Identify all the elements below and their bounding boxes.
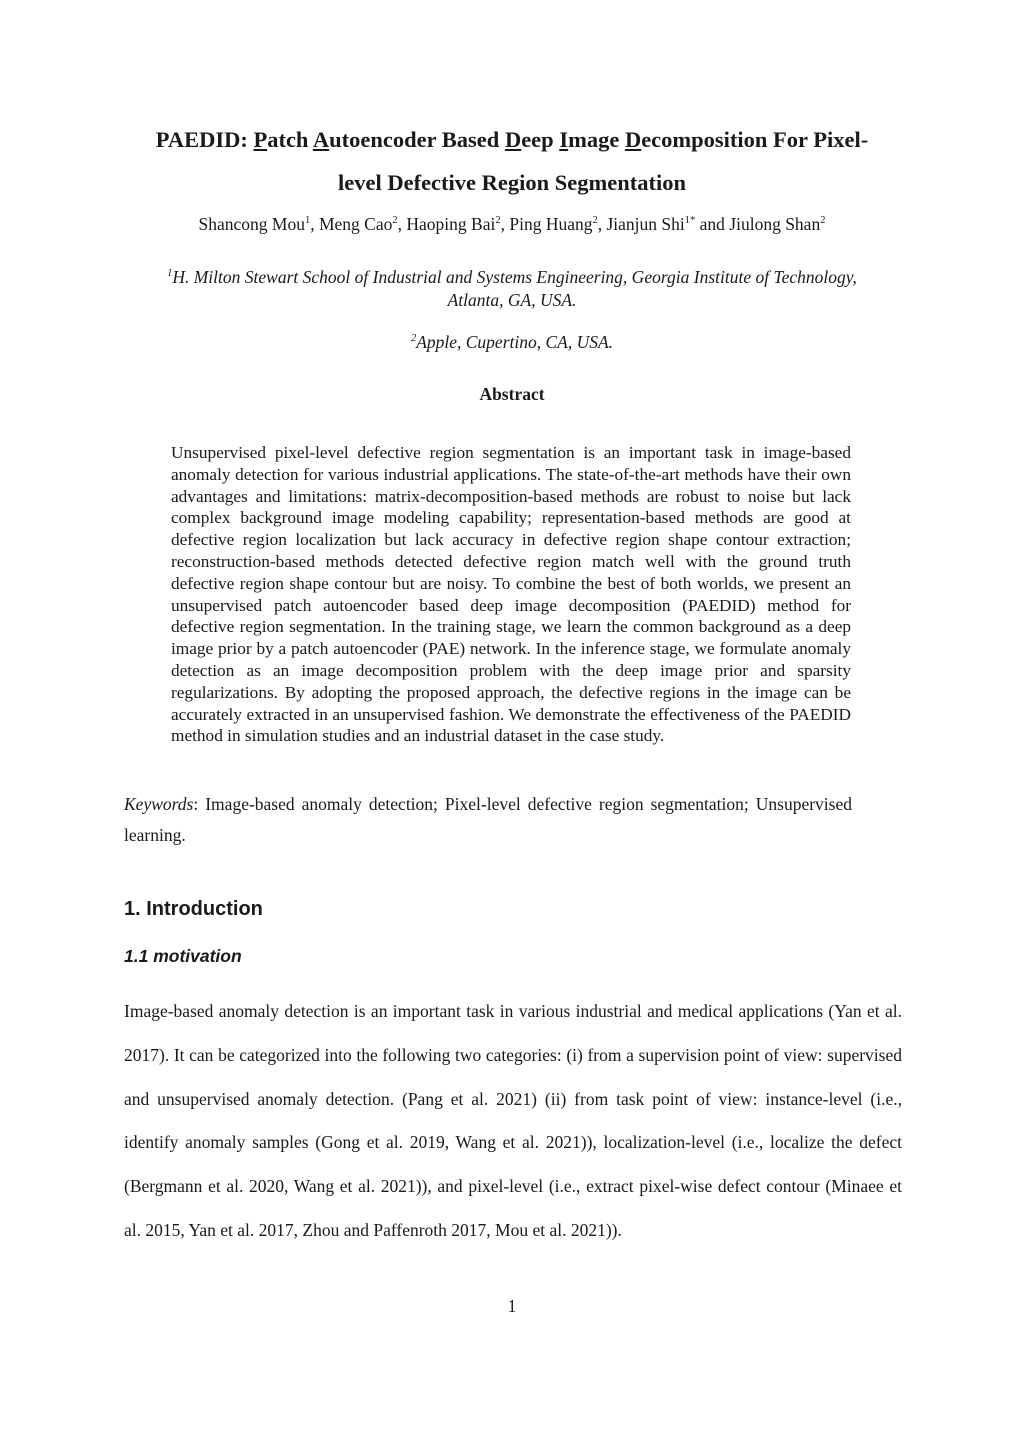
affiliation-mark: 1 bbox=[167, 268, 173, 279]
author-affiliation-mark: 1 bbox=[304, 215, 311, 226]
title-part: atch bbox=[267, 127, 313, 152]
abstract-heading: Abstract bbox=[479, 384, 545, 404]
title-acronym-letter: D bbox=[504, 127, 522, 152]
author-separator: , bbox=[597, 214, 607, 234]
author-affiliation-mark: 2 bbox=[392, 215, 398, 226]
abstract-text: Unsupervised pixel-level defective region segmentation is an important task in image-based anomaly detection for various industrial applications. The state-of-the-art methods have their own advantages and limitations: matrix-decomposition-based methods are robust to noise but lack complex background image modeling capability; representation-based methods are good at defective region localization but lack accuracy in defective region shape contour extraction; reconstruction-based methods detected defective region match well with the ground truth defective region shape contour but are noisy. To combine the best of both worlds, we present an unsupervised patch autoencoder based deep image decomposition (PAEDID) method for defective region segmentation. In the training stage, we learn the common background as a deep image prior by a patch autoencoder (PAE) network. In the inference stage, we formulate anomaly detection as an image decomposition problem with the deep image prior and sparsity regularizations. By adopting the proposed approach, the defective regions in the image can be accurately extracted in an unsupervised fashion. We demonstrate the effectiveness of the PAEDID method in simulation studies and an industrial dataset in the case study. bbox=[171, 443, 851, 746]
author-affiliation-mark: 1* bbox=[684, 215, 696, 226]
author-separator: , bbox=[500, 214, 510, 234]
section-heading: 1. Introduction bbox=[124, 898, 263, 920]
paper-title bbox=[110, 118, 914, 204]
affiliation-2 bbox=[120, 331, 904, 354]
title-part: ecomposition For Pixel- bbox=[641, 127, 869, 152]
keywords-label: Keywords bbox=[124, 794, 194, 814]
keywords bbox=[124, 789, 852, 851]
author-affiliation-mark: 2 bbox=[592, 215, 598, 226]
affiliation-1 bbox=[120, 266, 904, 312]
affiliation-line: H. Milton Stewart School of Industrial and Systems Engineering, Georgia Institute of Technology, bbox=[172, 267, 857, 287]
title-acronym-letter: I bbox=[559, 127, 569, 152]
author-separator: and bbox=[695, 214, 730, 234]
title-acronym-letter: P bbox=[253, 127, 268, 152]
subsection-heading: 1.1 motivation bbox=[124, 946, 242, 966]
author-separator: , bbox=[397, 214, 407, 234]
title-line-1 bbox=[110, 118, 914, 161]
title-part: eep bbox=[521, 127, 560, 152]
page-number: 1 bbox=[507, 1296, 517, 1316]
author-name: Jiulong Shan bbox=[729, 214, 821, 234]
title-acronym-letter: D bbox=[624, 127, 642, 152]
introduction-paragraph: Image-based anomaly detection is an important task in various industrial and medical applications (Yan et al. 2017). It can be categorized into the following two categories: (i) from a supervision point of view: supervised and unsupervised anomaly detection. (Pang et al. 2021) (ii) from task point of view: instance-level (i.e., identify anomaly samples (Gong et al. 2019, Wang et al. 2021)), localization-level (i.e., localize the defect (Bergmann et al. 2020, Wang et al. 2021)), and pixel-level (i.e., extract pixel-wise defect contour (Minaee et al. 2015, Yan et al. 2017, Zhou and Paffenroth 2017, Mou et al. 2021)). bbox=[124, 1001, 902, 1240]
affiliation-mark: 2 bbox=[410, 333, 417, 344]
author-affiliation-mark: 2 bbox=[495, 215, 501, 226]
author-name: Meng Cao bbox=[318, 214, 393, 234]
author-affiliation-mark: 2 bbox=[820, 215, 826, 226]
keywords-text: : Image-based anomaly detection; Pixel-level defective region segmentation; Unsupervised learning. bbox=[124, 794, 852, 845]
author-separator: , bbox=[310, 214, 319, 234]
affiliation-line: Atlanta, GA, USA. bbox=[447, 290, 577, 310]
title-part: mage bbox=[568, 127, 625, 152]
title-line-2: level Defective Region Segmentation bbox=[337, 170, 687, 195]
author-name: Ping Huang bbox=[509, 214, 593, 234]
author-name: Haoping Bai bbox=[406, 214, 496, 234]
title-part: PAEDID: bbox=[155, 127, 254, 152]
title-acronym-letter: A bbox=[312, 127, 330, 152]
author-name: Jianjun Shi bbox=[606, 214, 685, 234]
title-part: utoencoder Based bbox=[329, 127, 505, 152]
affiliation-line: Apple, Cupertino, CA, USA. bbox=[416, 332, 614, 352]
author-name: Shancong Mou bbox=[198, 214, 305, 234]
author-list bbox=[100, 214, 924, 235]
